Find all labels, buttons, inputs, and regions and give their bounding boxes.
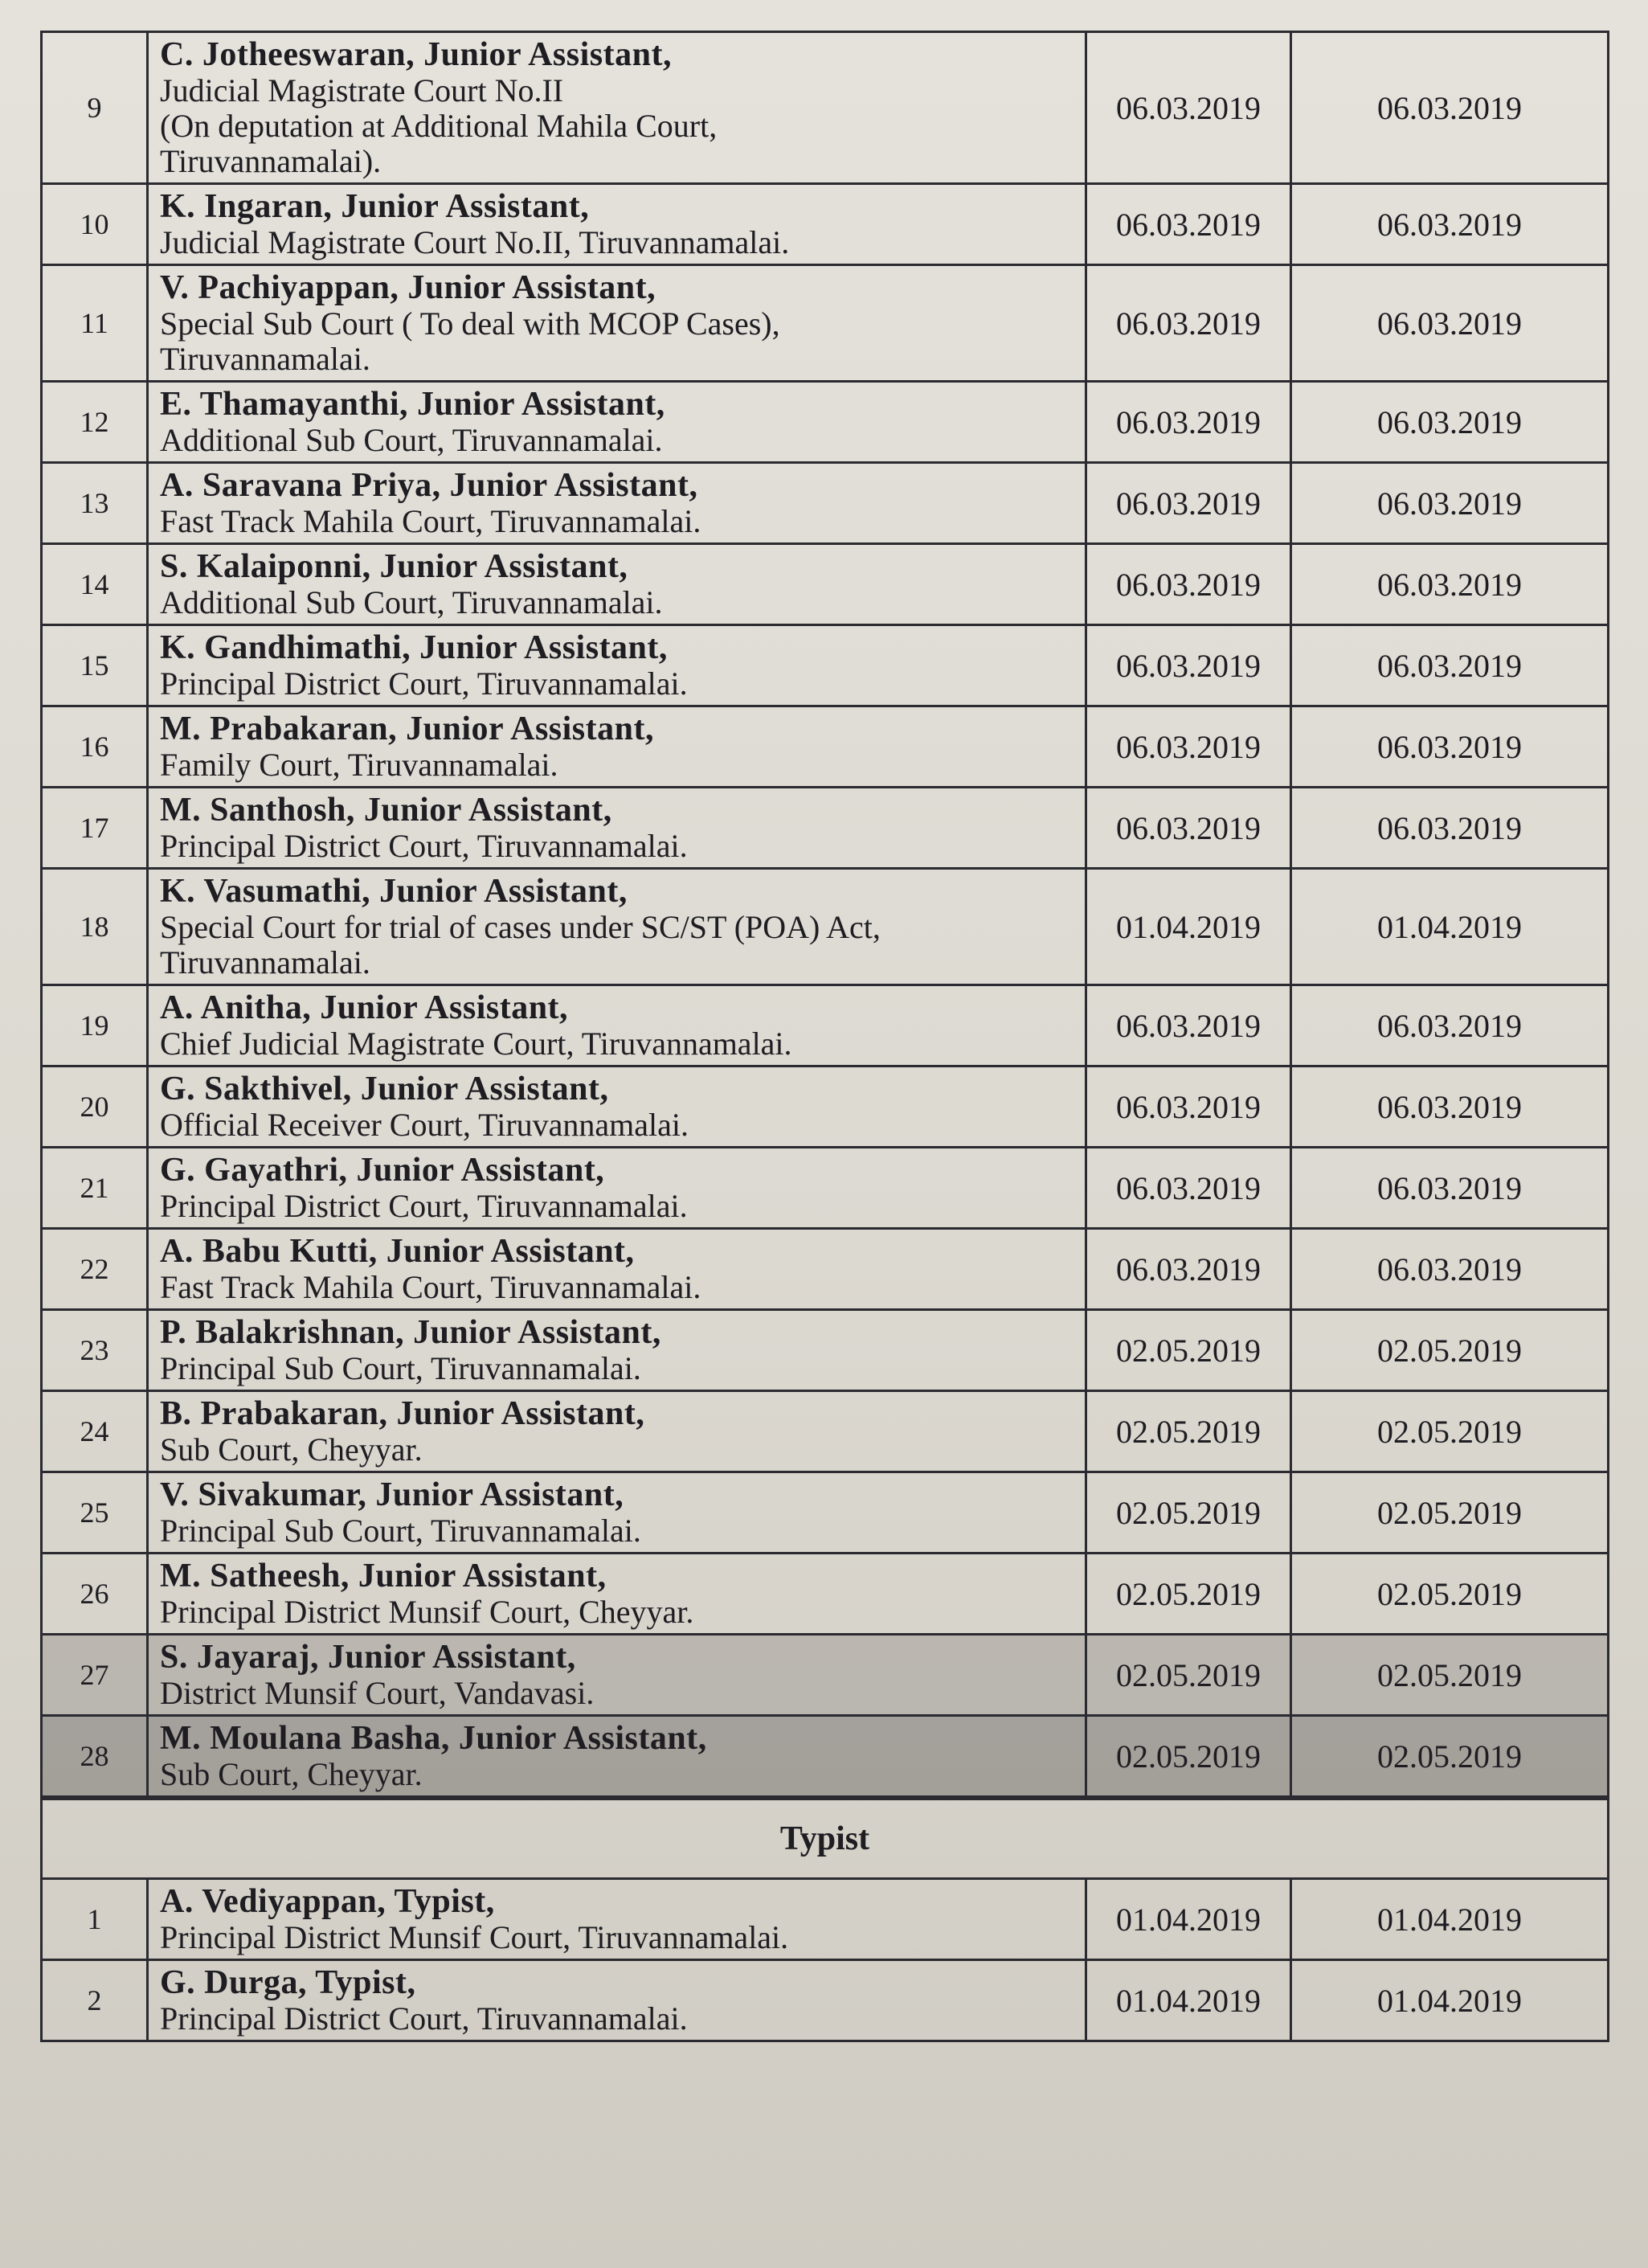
table-row: [42, 382, 1609, 463]
table-row: [42, 1879, 1609, 1960]
court-line: Judicial Magistrate Court No.II, Tiruvannamalai.: [160, 224, 790, 260]
employee-name: C. Jotheeswaran, Junior Assistant,: [160, 36, 672, 73]
date-of-regularisation: 06.03.2019: [1291, 463, 1609, 544]
court-line: (On deputation at Additional Mahila Court,: [160, 108, 718, 144]
date-of-regularisation: 06.03.2019: [1291, 32, 1609, 184]
serial-number: 2: [42, 1960, 148, 2041]
table-row: [42, 1391, 1609, 1472]
serial-number: 26: [42, 1554, 148, 1635]
court-line: Official Receiver Court, Tiruvannamalai.: [160, 1107, 689, 1143]
date-of-joining: 06.03.2019: [1086, 544, 1291, 625]
date-of-joining: 06.03.2019: [1086, 463, 1291, 544]
date-of-regularisation: 02.05.2019: [1291, 1716, 1609, 1797]
employee-cell: [148, 1066, 1086, 1148]
date-of-regularisation: 06.03.2019: [1291, 1148, 1609, 1229]
employee-cell: [148, 1879, 1086, 1960]
court-line: Principal District Court, Tiruvannamalai.: [160, 2000, 688, 2037]
date-of-regularisation: 02.05.2019: [1291, 1391, 1609, 1472]
employee-name: A. Saravana Priya, Junior Assistant,: [160, 467, 698, 504]
employee-cell: [148, 1635, 1086, 1716]
serial-number: 20: [42, 1066, 148, 1148]
typist-table: [40, 1798, 1609, 2042]
table-row: [42, 1960, 1609, 2041]
table-row: [42, 184, 1609, 265]
court-line: Family Court, Tiruvannamalai.: [160, 747, 558, 783]
date-of-regularisation: 06.03.2019: [1291, 788, 1609, 869]
date-of-joining: 02.05.2019: [1086, 1391, 1291, 1472]
date-of-joining: 06.03.2019: [1086, 382, 1291, 463]
table-row: [42, 788, 1609, 869]
court-line: Sub Court, Cheyyar.: [160, 1756, 423, 1792]
serial-number: 27: [42, 1635, 148, 1716]
seniority-list-document: [40, 31, 1607, 2042]
court-line: Additional Sub Court, Tiruvannamalai.: [160, 584, 663, 620]
typist-section-heading: Typist: [42, 1799, 1609, 1879]
serial-number: 18: [42, 869, 148, 985]
employee-name: E. Thamayanthi, Junior Assistant,: [160, 386, 665, 423]
employee-name: K. Ingaran, Junior Assistant,: [160, 188, 590, 225]
court-line: Principal District Court, Tiruvannamalai.: [160, 665, 688, 702]
table-row: [42, 1148, 1609, 1229]
employee-name: V. Sivakumar, Junior Assistant,: [160, 1476, 624, 1513]
employee-cell: [148, 1148, 1086, 1229]
table-row: [42, 1554, 1609, 1635]
date-of-joining: 06.03.2019: [1086, 788, 1291, 869]
serial-number: 15: [42, 625, 148, 706]
date-of-joining: 06.03.2019: [1086, 184, 1291, 265]
employee-name: V. Pachiyappan, Junior Assistant,: [160, 269, 656, 306]
table-row: [42, 32, 1609, 184]
date-of-joining: 02.05.2019: [1086, 1554, 1291, 1635]
court-line: Principal District Court, Tiruvannamalai.: [160, 828, 688, 864]
serial-number: 1: [42, 1879, 148, 1960]
employee-name: S. Kalaiponni, Junior Assistant,: [160, 548, 628, 585]
employee-name: P. Balakrishnan, Junior Assistant,: [160, 1314, 661, 1351]
table-row: [42, 1472, 1609, 1554]
table-row: [42, 463, 1609, 544]
court-line: Principal District Court, Tiruvannamalai.: [160, 1188, 688, 1224]
employee-cell: [148, 1391, 1086, 1472]
date-of-joining: 06.03.2019: [1086, 625, 1291, 706]
employee-cell: [148, 625, 1086, 706]
employee-cell: [148, 985, 1086, 1066]
date-of-joining: 06.03.2019: [1086, 32, 1291, 184]
employee-name: M. Satheesh, Junior Assistant,: [160, 1558, 607, 1595]
table-row: [42, 1066, 1609, 1148]
serial-number: 13: [42, 463, 148, 544]
court-line: Chief Judicial Magistrate Court, Tiruvannamalai.: [160, 1026, 792, 1062]
date-of-regularisation: 06.03.2019: [1291, 265, 1609, 382]
employee-name: G. Sakthivel, Junior Assistant,: [160, 1071, 609, 1107]
employee-cell: [148, 32, 1086, 184]
typist-section-header-row: [42, 1799, 1609, 1879]
employee-name: B. Prabakaran, Junior Assistant,: [160, 1395, 645, 1432]
employee-name: G. Gayathri, Junior Assistant,: [160, 1152, 605, 1189]
employee-cell: [148, 463, 1086, 544]
serial-number: 28: [42, 1716, 148, 1797]
serial-number: 10: [42, 184, 148, 265]
employee-cell: [148, 1310, 1086, 1391]
employee-cell: [148, 184, 1086, 265]
date-of-regularisation: 06.03.2019: [1291, 625, 1609, 706]
date-of-regularisation: 06.03.2019: [1291, 382, 1609, 463]
court-line: Sub Court, Cheyyar.: [160, 1431, 423, 1468]
date-of-regularisation: 01.04.2019: [1291, 1879, 1609, 1960]
serial-number: 9: [42, 32, 148, 184]
court-line: Tiruvannamalai.: [160, 944, 370, 980]
court-line: District Munsif Court, Vandavasi.: [160, 1675, 595, 1711]
date-of-joining: 06.03.2019: [1086, 706, 1291, 788]
employee-cell: [148, 544, 1086, 625]
table-row: [42, 1635, 1609, 1716]
employee-cell: [148, 869, 1086, 985]
employee-cell: [148, 1472, 1086, 1554]
serial-number: 11: [42, 265, 148, 382]
date-of-regularisation: 02.05.2019: [1291, 1310, 1609, 1391]
date-of-regularisation: 06.03.2019: [1291, 184, 1609, 265]
employee-name: G. Durga, Typist,: [160, 1964, 416, 2001]
employee-cell: [148, 706, 1086, 788]
serial-number: 22: [42, 1229, 148, 1310]
court-line: Principal District Munsif Court, Tiruvannamalai.: [160, 1919, 789, 1955]
employee-name: S. Jayaraj, Junior Assistant,: [160, 1639, 576, 1676]
table-row: [42, 544, 1609, 625]
date-of-joining: 02.05.2019: [1086, 1635, 1291, 1716]
date-of-regularisation: 01.04.2019: [1291, 869, 1609, 985]
table-row: [42, 625, 1609, 706]
court-line: Fast Track Mahila Court, Tiruvannamalai.: [160, 1269, 701, 1305]
court-line: Special Court for trial of cases under SC/ST (POA) Act,: [160, 909, 881, 945]
date-of-joining: 06.03.2019: [1086, 1066, 1291, 1148]
employee-name: A. Babu Kutti, Junior Assistant,: [160, 1233, 635, 1270]
court-line: Special Sub Court ( To deal with MCOP Cases),: [160, 305, 780, 342]
court-line: Additional Sub Court, Tiruvannamalai.: [160, 422, 663, 458]
table-row: [42, 1716, 1609, 1797]
court-line: Tiruvannamalai).: [160, 143, 382, 179]
serial-number: 12: [42, 382, 148, 463]
serial-number: 21: [42, 1148, 148, 1229]
table-row: [42, 706, 1609, 788]
date-of-regularisation: 02.05.2019: [1291, 1635, 1609, 1716]
employee-name: A. Anitha, Junior Assistant,: [160, 989, 569, 1026]
serial-number: 24: [42, 1391, 148, 1472]
court-line: Principal District Munsif Court, Cheyyar.: [160, 1594, 694, 1630]
employee-name: A. Vediyappan, Typist,: [160, 1883, 495, 1920]
date-of-joining: 06.03.2019: [1086, 985, 1291, 1066]
serial-number: 17: [42, 788, 148, 869]
table-row: [42, 1229, 1609, 1310]
employee-cell: [148, 1229, 1086, 1310]
date-of-joining: 02.05.2019: [1086, 1310, 1291, 1391]
date-of-regularisation: 06.03.2019: [1291, 985, 1609, 1066]
employee-name: M. Santhosh, Junior Assistant,: [160, 792, 612, 829]
date-of-regularisation: 06.03.2019: [1291, 544, 1609, 625]
date-of-joining: 01.04.2019: [1086, 1879, 1291, 1960]
court-line: Fast Track Mahila Court, Tiruvannamalai.: [160, 503, 701, 539]
date-of-joining: 02.05.2019: [1086, 1472, 1291, 1554]
date-of-joining: 06.03.2019: [1086, 1229, 1291, 1310]
court-line: Principal Sub Court, Tiruvannamalai.: [160, 1350, 641, 1386]
table-row: [42, 1310, 1609, 1391]
court-line: Principal Sub Court, Tiruvannamalai.: [160, 1513, 641, 1549]
employee-cell: [148, 1554, 1086, 1635]
employee-name: K. Vasumathi, Junior Assistant,: [160, 873, 628, 910]
employee-name: M. Moulana Basha, Junior Assistant,: [160, 1720, 707, 1757]
date-of-joining: 01.04.2019: [1086, 869, 1291, 985]
employee-name: K. Gandhimathi, Junior Assistant,: [160, 629, 668, 666]
junior-assistant-table: [40, 31, 1609, 1798]
employee-name: M. Prabakaran, Junior Assistant,: [160, 710, 654, 747]
employee-cell: [148, 382, 1086, 463]
serial-number: 19: [42, 985, 148, 1066]
serial-number: 16: [42, 706, 148, 788]
court-line: Judicial Magistrate Court No.II: [160, 72, 564, 108]
table-row: [42, 869, 1609, 985]
employee-cell: [148, 265, 1086, 382]
date-of-regularisation: 02.05.2019: [1291, 1554, 1609, 1635]
employee-cell: [148, 1960, 1086, 2041]
date-of-joining: 02.05.2019: [1086, 1716, 1291, 1797]
date-of-regularisation: 02.05.2019: [1291, 1472, 1609, 1554]
date-of-joining: 06.03.2019: [1086, 265, 1291, 382]
date-of-joining: 01.04.2019: [1086, 1960, 1291, 2041]
date-of-regularisation: 06.03.2019: [1291, 1229, 1609, 1310]
table-row: [42, 265, 1609, 382]
date-of-regularisation: 06.03.2019: [1291, 706, 1609, 788]
employee-cell: [148, 1716, 1086, 1797]
employee-cell: [148, 788, 1086, 869]
serial-number: 23: [42, 1310, 148, 1391]
serial-number: 25: [42, 1472, 148, 1554]
table-row: [42, 985, 1609, 1066]
date-of-joining: 06.03.2019: [1086, 1148, 1291, 1229]
date-of-regularisation: 06.03.2019: [1291, 1066, 1609, 1148]
serial-number: 14: [42, 544, 148, 625]
court-line: Tiruvannamalai.: [160, 341, 370, 377]
date-of-regularisation: 01.04.2019: [1291, 1960, 1609, 2041]
